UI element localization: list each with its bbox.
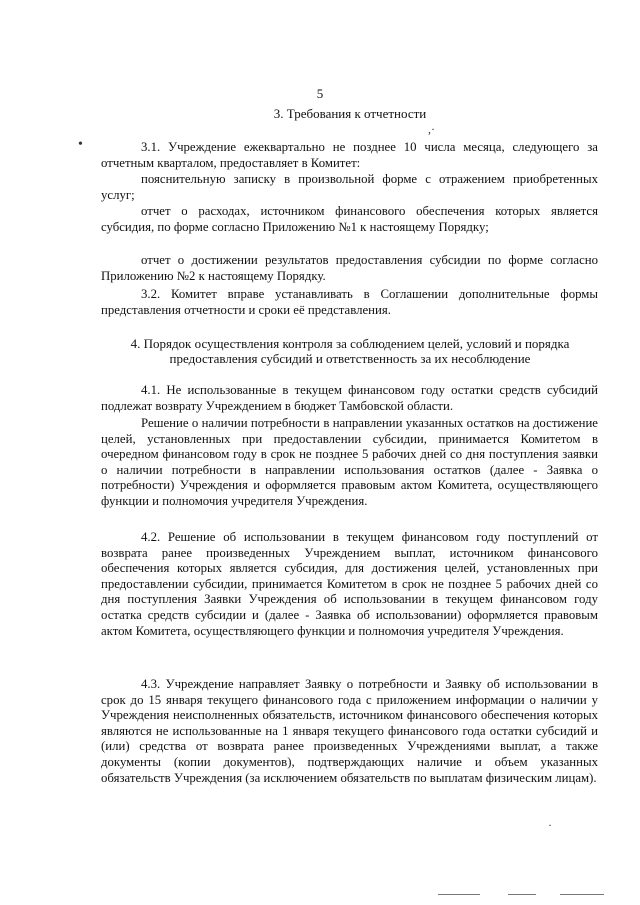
paragraph-3-1-results-report: отчет о достижении результатов предоставления субсидии по форме согласно Приложению №2 к настоящему Порядку.	[101, 253, 598, 283]
scan-speck: •	[78, 137, 83, 152]
scan-edge-line	[508, 894, 536, 895]
paragraph-3-1: 3.1. Учреждение ежеквартально не позднее 10 числа месяца, следующего за отчетным кварталом, предоставляет в Комитет:	[101, 140, 598, 170]
section-3-heading: 3. Требования к отчетности	[273, 106, 427, 121]
paragraph-3-2: 3.2. Комитет вправе устанавливать в Соглашении дополнительные формы представления отчетности и сроки её представления.	[101, 287, 598, 317]
scan-edge-line	[438, 894, 480, 895]
paragraph-3-1-note: пояснительную записку в произвольной форме с отражением приобретенных услуг;	[101, 172, 598, 202]
paragraph-4-2: 4.2. Решение об использовании в текущем финансовом году поступлений от возврата ранее произведенных Учреждением выплат, источником финансового обеспечения которых является субсидия, для достижения целей, установленных при предоставлении субсидии, принимается Комитетом в срок не позднее 5 рабочих дней со дня поступления Заявки Учреждения об использовании в текущем финансовом году остатка средств субсидии и (далее - Заявка об использовании) оформляется правовым актом Комитета, осуществляющего функции и полномочия учредителя Учреждения.	[101, 530, 598, 638]
scan-speck: ,·	[428, 122, 435, 136]
page-number: 5	[316, 86, 324, 101]
paragraph-4-1-decision: Решение о наличии потребности в направлении указанных остатков на достижение целей, установленных при предоставлении субсидии, принимается Комитетом в очередном финансовом году в срок не позднее 5 рабочих дней со дня поступления заявки о наличии потребности в направлении использования остатков (далее - Заявка о потребности) Учреждения и оформляется правовым актом Комитета, осуществляющего функции и полномочия учредителя Учреждения.	[101, 416, 598, 508]
section-4-heading: 4. Порядок осуществления контроля за соблюдением целей, условий и порядка предоставления субсидий и ответственность за их несоблюдение	[130, 336, 570, 366]
scan-speck: ·	[548, 818, 552, 832]
paragraph-4-1: 4.1. Не использованные в текущем финансовом году остатки средств субсидий подлежат возврату Учреждением в бюджет Тамбовской области.	[101, 383, 598, 413]
scan-edge-line	[560, 894, 604, 895]
paragraph-4-3: 4.3. Учреждение направляет Заявку о потребности и Заявку об использовании в срок до 15 января текущего финансового года с приложением информации о наличии у Учреждения неисполненных обязательств, источником финансового обеспечения которых являются не использованные на 1 января текущего финансового года остатки субсидий и (или) средства от возврата ранее произведенных Учреждениями выплат, а также документы (копии документов), подтверждающих наличие и объем указанных обязательств Учреждения (за исключением обязательств по выплатам физическим лицам).	[101, 677, 598, 785]
paragraph-3-1-expenses-report: отчет о расходах, источником финансового обеспечения которых является субсидия, по форме согласно Приложению №1 к настоящему Порядку;	[101, 204, 598, 234]
